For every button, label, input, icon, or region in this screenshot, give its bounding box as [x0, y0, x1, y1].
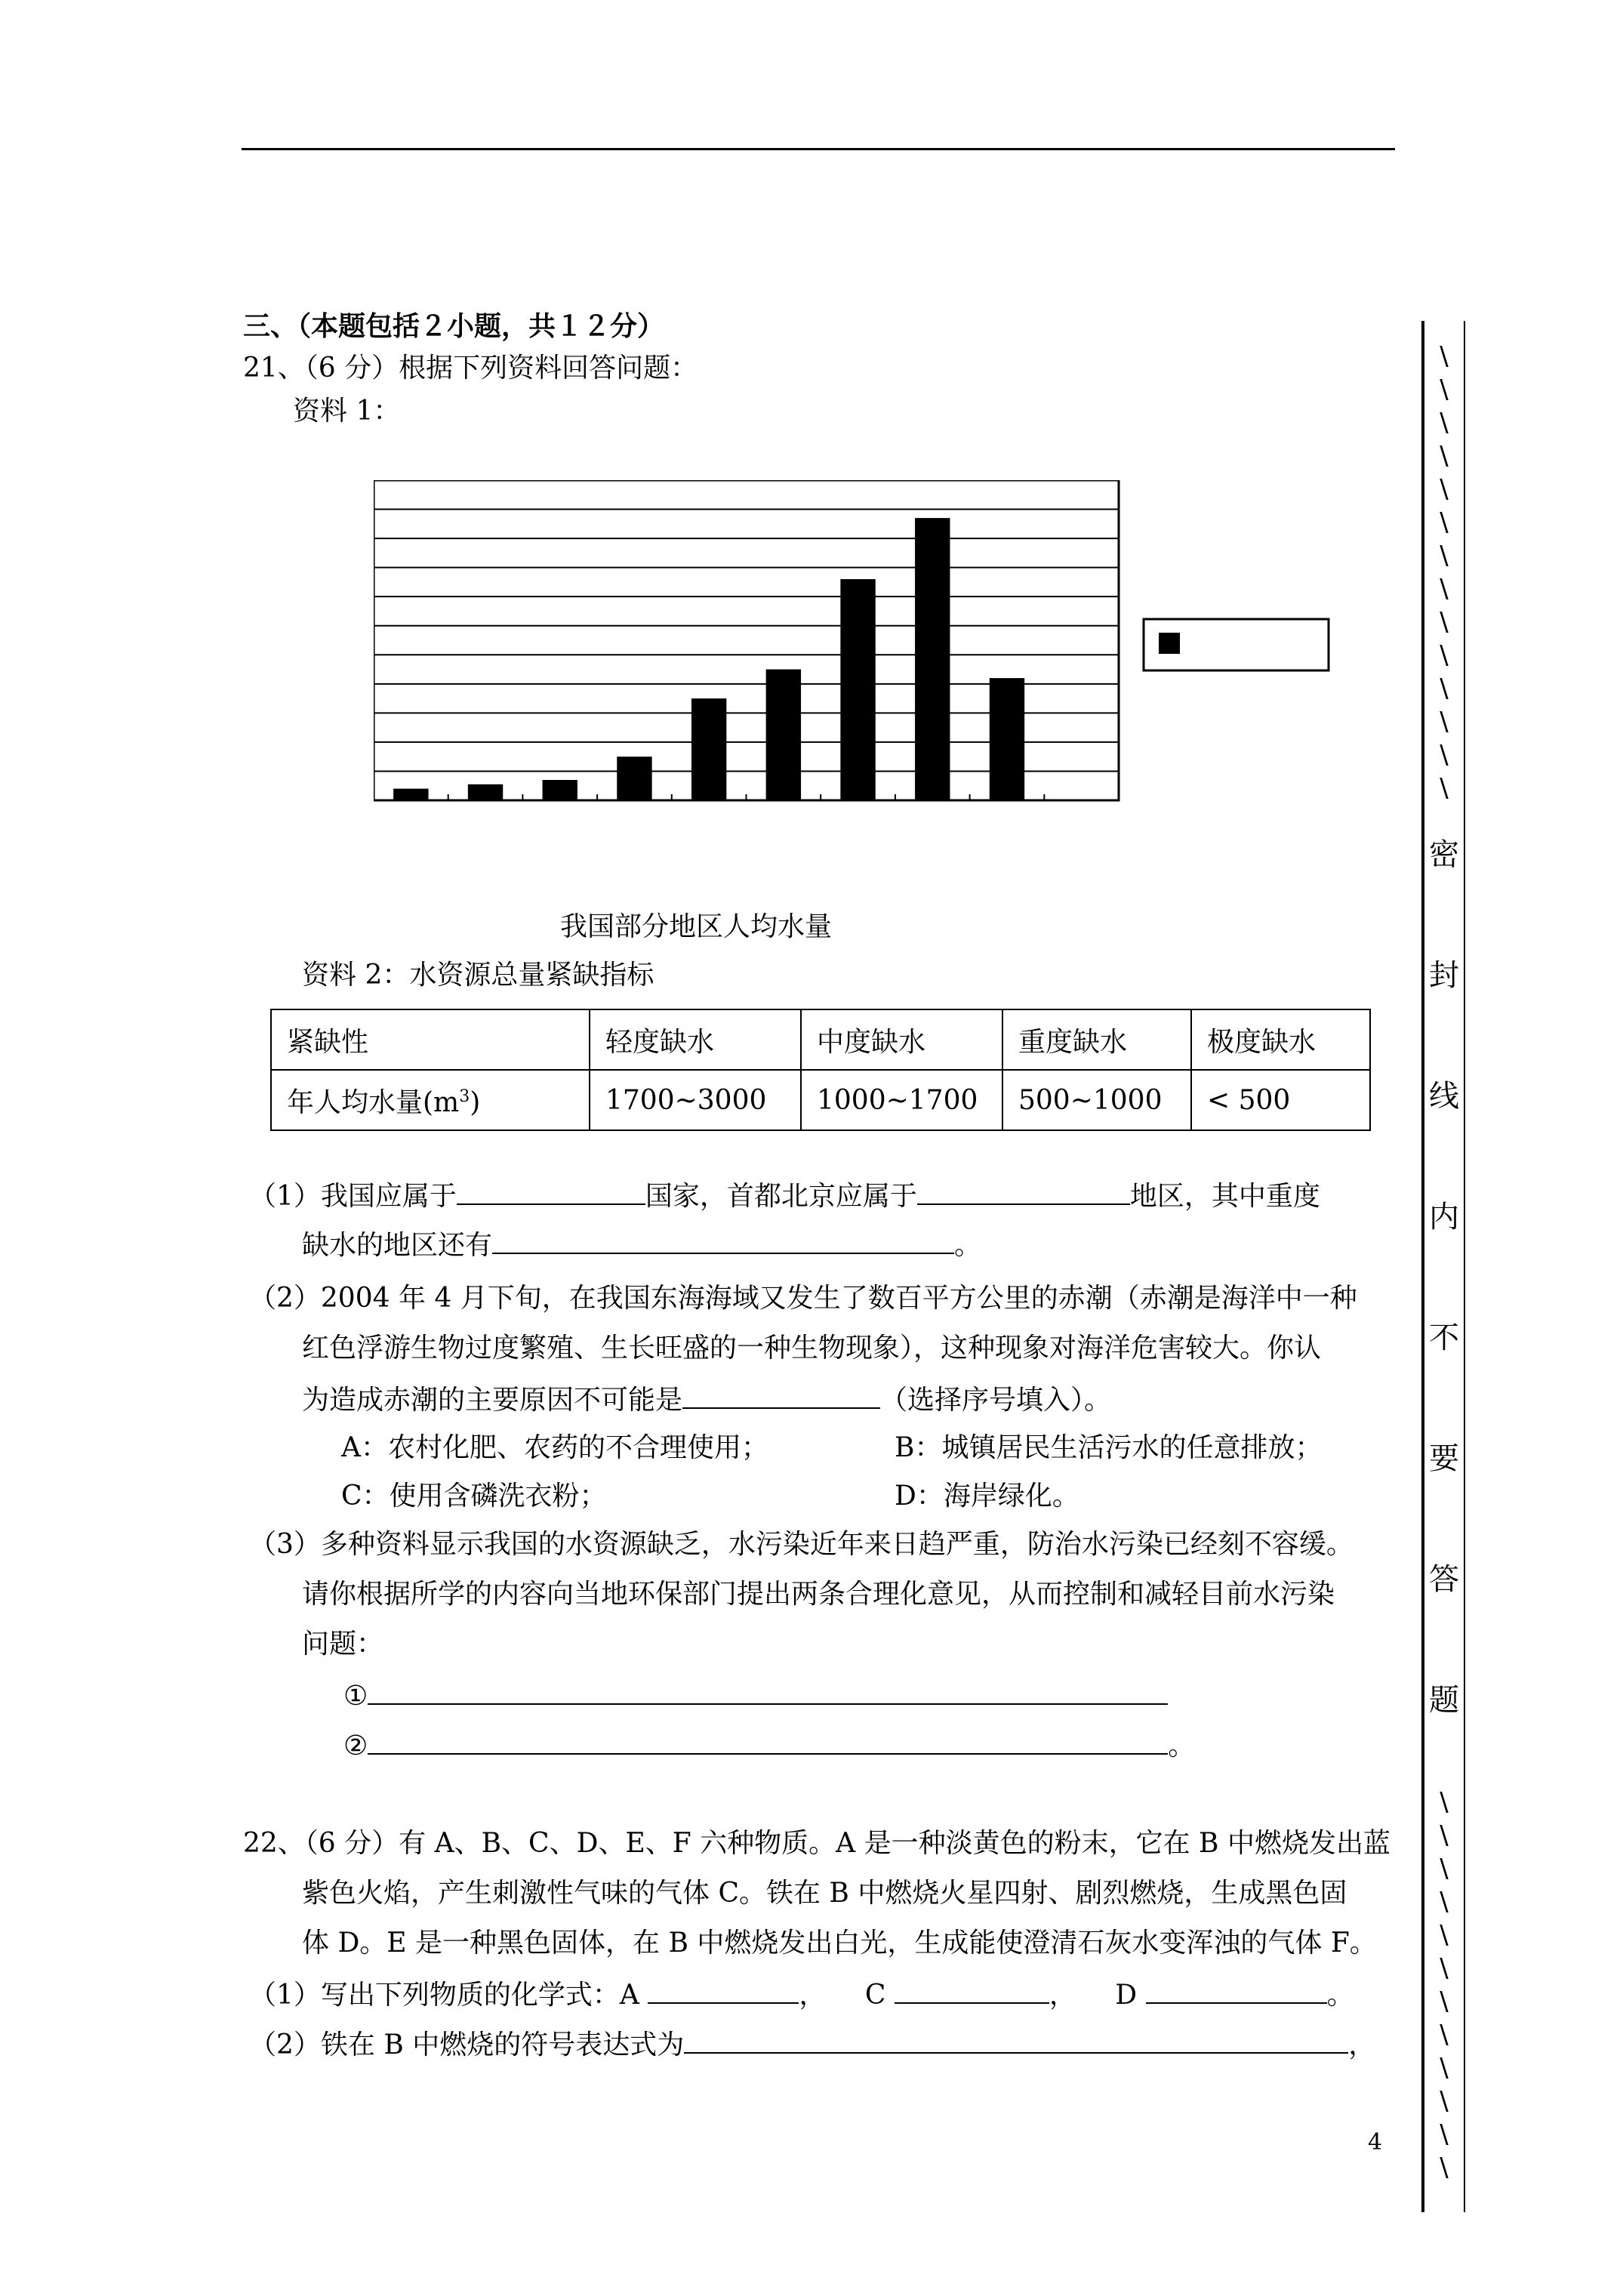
seal-slash: \ — [1440, 441, 1449, 471]
table-cell: 紧缺性 — [271, 1009, 590, 1070]
q21-part3-line1: （3）多种资料显示我国的水资源缺乏，水污染近年来日趋严重，防治水污染已经刻不容缓。 — [249, 1529, 1354, 1560]
q22-line1: 22、（6 分）有 A、B、C、D、E、F 六种物质。A 是一种淡黄色的粉末，它在 B 中燃烧发出蓝 — [243, 1828, 1390, 1859]
answer-line-2: ② 。 — [343, 1727, 1195, 1763]
table-cell: 极度缺水 — [1191, 1009, 1370, 1070]
answer-blank[interactable] — [492, 1227, 954, 1254]
answer-blank[interactable] — [895, 1977, 1049, 2004]
table-row — [271, 1009, 1370, 1070]
seal-slash: \ — [1440, 607, 1449, 637]
answer-blank[interactable] — [368, 1678, 1168, 1705]
seal-char: 线 — [1429, 1079, 1459, 1114]
answer-blank[interactable] — [917, 1178, 1130, 1205]
bar — [468, 784, 503, 800]
seal-char: 密 — [1429, 837, 1459, 872]
q22-line2: 紫色火焰，产生刺激性气味的气体 C。铁在 B 中燃烧火星四射、剧烈燃烧，生成黑色固 — [302, 1878, 1347, 1909]
chart-legend — [1144, 619, 1329, 670]
table-cell: 轻度缺水 — [590, 1009, 801, 1070]
seal-slash: \ — [1440, 341, 1449, 371]
seal-slash: \ — [1440, 1986, 1449, 2017]
q21-stem: 21、（6 分）根据下列资料回答问题： — [243, 353, 698, 384]
seal-slash: \ — [1440, 541, 1449, 571]
q22-line3: 体 D。E 是一种黑色固体，在 B 中燃烧发出白光，生成能使澄清石灰水变浑浊的气体 F。 — [302, 1928, 1377, 1959]
answer-blank[interactable] — [684, 2026, 1348, 2054]
q21-part2-line3: 为造成赤潮的主要原因不可能是 （选择序号填入）。 — [302, 1382, 1111, 1417]
bar — [543, 780, 577, 800]
material1-label: 资料 1： — [293, 396, 401, 427]
seal-slash: \ — [1440, 1787, 1449, 1817]
bar — [617, 757, 651, 800]
seal-slash: \ — [1440, 773, 1449, 803]
seal-slash: \ — [1440, 574, 1449, 604]
q22-part1: （1）写出下列物质的化学式：A ， C ， D 。 — [249, 1977, 1354, 2012]
seal-slash: \ — [1440, 1920, 1449, 1950]
option-a: A：农村化肥、农药的不合理使用； — [341, 1432, 768, 1463]
table-cell: 1000~1700 — [801, 1070, 1002, 1130]
scarcity-table — [270, 1009, 1371, 1131]
chart-bars — [393, 518, 1024, 800]
section-title: 三、（本题包括２小题，共１２分） — [243, 310, 665, 342]
bar — [691, 698, 726, 800]
legend-swatch — [1159, 633, 1180, 654]
bar — [393, 789, 428, 800]
table-cell: 500~1000 — [1002, 1070, 1191, 1130]
seal-char: 封 — [1429, 958, 1459, 993]
q21-part2-line2: 红色浮游生物过度繁殖、生长旺盛的一种生物现象），这种现象对海洋危害较大。你认 — [302, 1333, 1322, 1364]
answer-blank[interactable] — [457, 1178, 645, 1205]
q21-part2-line1: （2）2004 年 4 月下旬，在我国东海海域又发生了数百平方公里的赤潮（赤潮是海洋中一种 — [249, 1283, 1357, 1314]
seal-slash: \ — [1440, 1953, 1449, 1983]
table-cell: 1700~3000 — [590, 1070, 801, 1130]
seal-char: 内 — [1429, 1200, 1459, 1234]
seal-slash: \ — [1440, 2053, 1449, 2083]
q22-part2: （2）铁在 B 中燃烧的符号表达式为 ， — [249, 2026, 1375, 2062]
chart-caption: 我国部分地区人均水量 — [560, 911, 833, 942]
seal-slash: \ — [1440, 740, 1449, 770]
seal-slash: \ — [1440, 2119, 1449, 2150]
answer-line-1: ① — [343, 1678, 1168, 1713]
option-d: D：海岸绿化。 — [895, 1481, 1079, 1512]
table-cell: 重度缺水 — [1002, 1009, 1191, 1070]
seal-slash: \ — [1440, 374, 1449, 405]
option-b: B：城镇居民生活污水的任意排放； — [895, 1432, 1323, 1463]
seal-slash: \ — [1440, 1887, 1449, 1917]
material2-label: 资料 2：水资源总量紧缺指标 — [302, 960, 654, 991]
q21-part3-line2: 请你根据所学的内容向当地环保部门提出两条合理化意见，从而控制和减轻目前水污染 — [302, 1579, 1335, 1610]
table-cell: 中度缺水 — [801, 1009, 1002, 1070]
seal-char: 答 — [1429, 1562, 1459, 1597]
seal-char: 要 — [1429, 1441, 1459, 1476]
page-number: 4 — [1368, 2129, 1383, 2156]
seal-slash: \ — [1440, 2153, 1449, 2183]
answer-blank[interactable] — [1146, 1977, 1327, 2004]
seal-slash: \ — [1440, 640, 1449, 670]
bar — [990, 678, 1024, 800]
seal-slash: \ — [1440, 673, 1449, 704]
seal-slash: \ — [1440, 408, 1449, 438]
seal-char: 题 — [1429, 1683, 1459, 1718]
header-rule — [242, 148, 1395, 150]
q21-part1-line1: （1）我国应属于 国家，首都北京应属于 地区，其中重度 — [249, 1178, 1320, 1213]
seal-slash: \ — [1440, 707, 1449, 737]
answer-blank[interactable] — [368, 1727, 1168, 1755]
bar — [915, 518, 950, 800]
seal-slash: \ — [1440, 2086, 1449, 2116]
bar — [840, 579, 875, 800]
seal-slash: \ — [1440, 507, 1449, 538]
table-cell: 年人均水量$(m^3)$ — [271, 1070, 590, 1130]
seal-slash: \ — [1440, 1854, 1449, 1884]
table-cell: < 500 — [1191, 1070, 1370, 1130]
q21-part3-line3: 问题： — [302, 1629, 384, 1660]
seal-slash: \ — [1440, 474, 1449, 504]
seal-slash: \ — [1440, 2020, 1449, 2050]
seal-char: 不 — [1429, 1321, 1459, 1355]
answer-blank[interactable] — [682, 1382, 880, 1409]
seal-slash: \ — [1440, 1820, 1449, 1851]
table-row — [271, 1070, 1370, 1130]
bar — [766, 670, 801, 800]
q21-part1-line2: 缺水的地区还有 。 — [302, 1227, 981, 1262]
per-capita-water-chart — [374, 480, 1347, 812]
answer-blank[interactable] — [648, 1977, 799, 2004]
option-c: C：使用含磷洗衣粉； — [341, 1481, 607, 1512]
